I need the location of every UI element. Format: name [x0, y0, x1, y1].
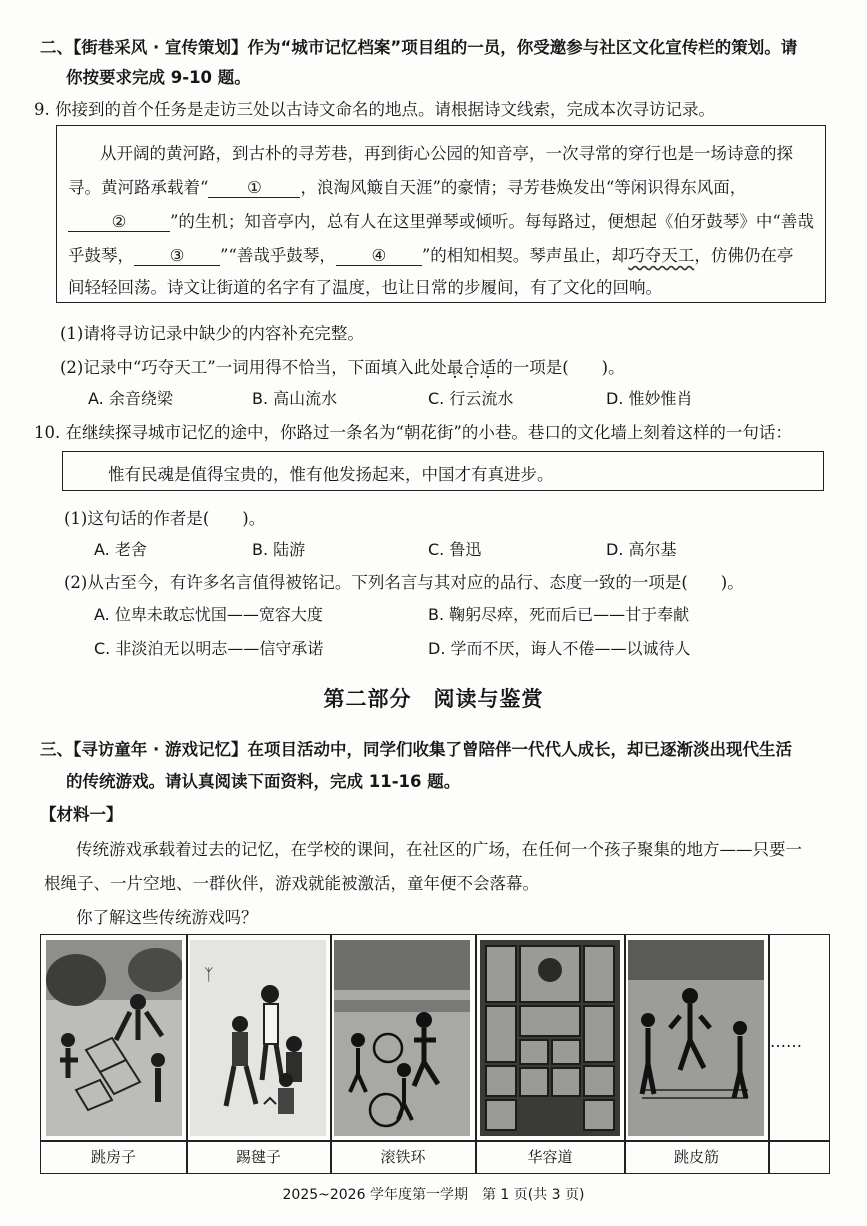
section2-intro-cont: 你按要求完成 9-10 题。 [66, 68, 251, 87]
q10-2-option-b[interactable]: B. 鞠躬尽瘁，死而后已——甘于奉献 [428, 605, 690, 624]
section3-intro-cont: 的传统游戏。请认真阅读下面资料，完成 11-16 题。 [66, 772, 461, 791]
blank-1[interactable]: ① [208, 179, 300, 198]
section3-intro: 在项目活动中，同学们收集了曾陪伴一代代人成长，却已逐渐淡出现代生活 [247, 740, 793, 759]
q9-option-b[interactable]: B. 高山流水 [252, 389, 338, 408]
q10-sub2: (2)从古至今，有许多名言值得被铭记。下列名言与其对应的品行、态度一致的一项是( )。 [64, 573, 744, 592]
record-text: 乎鼓琴， [68, 246, 134, 265]
q9-stem-text: 你接到的首个任务是走访三处以古诗文命名的地点。请根据诗文线索，完成本次寻访记录。 [55, 100, 715, 119]
section2-header [40, 34, 797, 58]
game-image-huarong-road [480, 940, 620, 1136]
q9-option-a[interactable]: A. 余音绕梁 [88, 389, 173, 408]
q10-1-option-b[interactable]: B. 陆游 [252, 540, 306, 559]
material1-label: 【材料一】 [40, 805, 123, 824]
q10-2-option-c[interactable]: C. 非淡泊无以明志——信守承诺 [94, 639, 324, 658]
q10-2-option-d[interactable]: D. 学而不厌，诲人不倦——以诚待人 [428, 639, 691, 658]
table-divider [186, 934, 188, 1174]
table-divider [624, 934, 626, 1174]
material1-p1-line2: 根绳子、一片空地、一群伙伴，游戏就能被激活，童年便不会落幕。 [44, 874, 539, 893]
blank-2[interactable]: ② [68, 213, 170, 232]
blank-3[interactable]: ③ [134, 247, 220, 266]
record-line-5: 间轻轻回荡。诗文让街道的名字有了温度，也让日常的步履间，有了文化的回响。 [68, 278, 662, 297]
section3-tag: 【寻访童年 · 游戏记忆】 [73, 740, 248, 759]
q9-sub1: (1)请将寻访记录中缺少的内容补充完整。 [60, 324, 364, 343]
record-text: 寻。黄河路承载着“ [68, 178, 209, 197]
q9-sub2-text: (2)记录中“巧夺天工”一词用得不恰当，下面填入此处 [60, 358, 447, 377]
q10-stem: 10. 在继续探寻城市记忆的途中，你路过一条名为“朝花街”的小巷。巷口的文化墙上刻着这样的一句话： [34, 423, 792, 442]
table-divider [330, 934, 332, 1174]
material1-p1-line1: 传统游戏承载着过去的记忆，在学校的课间，在社区的广场，在任何一个孩子聚集的地方——只要一 [76, 840, 802, 859]
q10-1-option-a[interactable]: A. 老舍 [94, 540, 147, 559]
game-caption-hoop-rolling: 滚铁环 [380, 1148, 426, 1166]
q9-sub2 [60, 354, 625, 378]
emphasis-dotted [447, 358, 497, 377]
material1-p2: 你了解这些传统游戏吗？ [76, 908, 258, 927]
table-divider [475, 934, 477, 1174]
q10-2-option-a[interactable]: A. 位卑未敢忘忧国——宽容大度 [94, 605, 323, 624]
section2-tag: 【街巷采风 · 宣传策划】 [73, 38, 248, 57]
page-footer: 2025~2026 学年度第一学期 第 1 页(共 3 页) [282, 1187, 585, 1203]
record-text: ”“善哉乎鼓琴， [220, 246, 336, 265]
record-text: ”的相知相契。琴声虽止，却 [421, 246, 629, 265]
svg-text:ᛉ: ᛉ [204, 965, 214, 984]
q9-option-d[interactable]: D. 惟妙惟肖 [606, 389, 693, 408]
game-caption-hopscotch: 跳房子 [90, 1148, 136, 1166]
record-line-2 [68, 174, 746, 198]
game-caption-elastic-rope: 跳皮筋 [673, 1148, 719, 1166]
q10-sub1: (1)这句话的作者是( )。 [64, 509, 266, 528]
record-line-3 [68, 208, 814, 232]
record-text: ，浪淘风簸自天涯”的豪情；寻芳巷焕发出“等闲识得东风面， [300, 178, 747, 197]
emphasis-dot-char: 合 [463, 358, 480, 377]
section2-number: 二、 [40, 38, 73, 57]
section2-intro: 作为“城市记忆档案”项目组的一员，你受邀参与社区文化宣传栏的策划。请 [247, 38, 798, 57]
games-more: …… [770, 1032, 802, 1051]
game-caption-huarong-road: 华容道 [527, 1148, 573, 1166]
wavy-underlined-word: 巧夺天工 [628, 246, 695, 265]
section3-header [40, 736, 792, 760]
blank-4[interactable]: ④ [336, 247, 422, 266]
game-image-elastic-rope [628, 940, 764, 1136]
q10-1-option-d[interactable]: D. 高尔基 [606, 540, 677, 559]
q9-option-c[interactable]: C. 行云流水 [428, 389, 514, 408]
record-line-1: 从开阔的黄河路，到古朴的寻芳巷，再到街心公园的知音亭，一次寻常的穿行也是一场诗意的探 [100, 144, 793, 163]
emphasis-dot-char: 适 [479, 358, 497, 377]
record-text: ，仿佛仍在亭 [694, 246, 794, 265]
table-divider [768, 934, 770, 1174]
q9-stem [34, 96, 715, 120]
part2-title: 第二部分 阅读与鉴赏 [323, 687, 544, 711]
record-text: ”的生机；知音亭内，总有人在这里弹琴或倾听。每每路过，便想起《伯牙鼓琴》中“善哉 [170, 212, 814, 231]
q10-1-option-c[interactable]: C. 鲁迅 [428, 540, 482, 559]
q9-number: 9. [34, 100, 50, 119]
game-image-hopscotch [46, 940, 182, 1136]
q10-quote: 惟有民魂是值得宝贵的，惟有他发扬起来，中国才有真进步。 [108, 465, 554, 484]
emphasis-dot-char: 最 [446, 358, 464, 377]
game-image-shuttlecock [190, 940, 326, 1136]
game-caption-shuttlecock: 踢毽子 [235, 1148, 281, 1166]
record-line-4 [68, 242, 793, 266]
q9-sub2-text: 的一项是( )。 [496, 358, 625, 377]
section3-number: 三、 [40, 740, 73, 759]
game-image-hoop-rolling [334, 940, 470, 1136]
